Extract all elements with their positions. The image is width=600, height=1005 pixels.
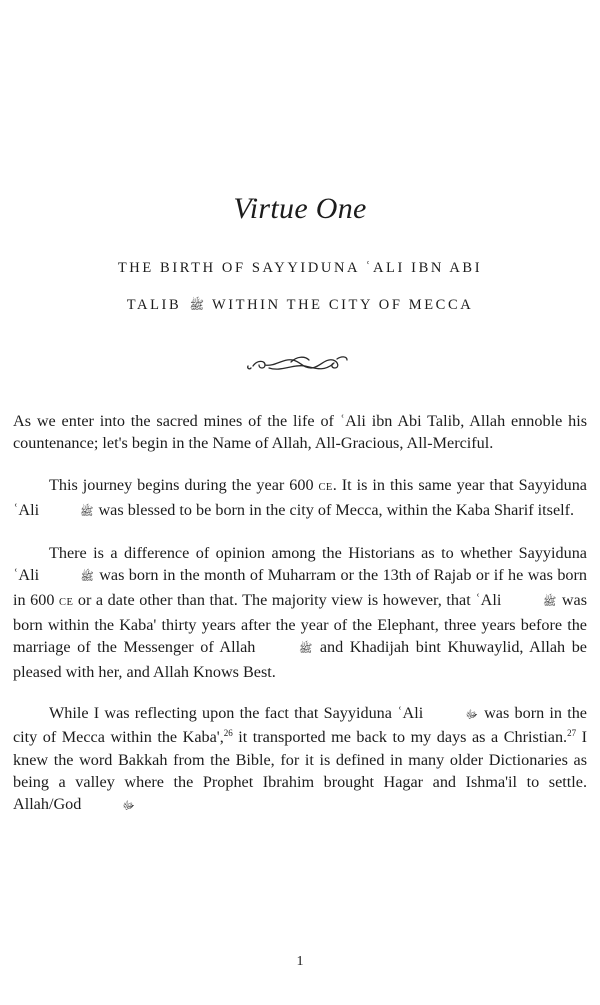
p2-text-c: was blessed to be born in the city of Mecca, within the Kaba Sharif itself. bbox=[94, 500, 575, 519]
honorific-icon: ﷻ bbox=[465, 708, 478, 721]
honorific-icon: ﷺ bbox=[189, 298, 204, 312]
p3-text-d: was born within the Kaba' thirty years after the year of the Elephant, three years before the marriage of the Messenger of Allah bbox=[13, 590, 588, 657]
chapter-subtitle-line2 bbox=[40, 297, 560, 315]
subtitle-text-b: WITHIN THE CITY OF MECCA bbox=[211, 297, 474, 313]
honorific-icon: ﷺ bbox=[542, 595, 557, 608]
honorific-icon: ﷻ bbox=[122, 800, 135, 813]
p4-text-d: I knew the word Bakkah from the Bible, for it is defined in many older Dictionaries as being a valley where the Prophet Ibrahim brought Hagar and Ishma'il to settle. Allah/God bbox=[13, 728, 588, 814]
p4-text-b: was born in the city of Mecca within the Kaba', bbox=[13, 703, 587, 747]
chapter-title: Virtue One bbox=[233, 192, 367, 225]
paragraph-3 bbox=[13, 542, 587, 683]
p3-text-b: was born in the month of Muharram or the 13th of Rajab or if he was born in 600 bbox=[13, 566, 588, 609]
honorific-icon: ﷺ bbox=[298, 643, 313, 656]
paragraph-4 bbox=[13, 702, 587, 817]
p4-text-c: it transported me back to my days as a Christian. bbox=[232, 728, 568, 747]
p3-text-a: There is a difference of opinion among the Historians as to whether Sayyiduna ʿAli bbox=[13, 544, 587, 585]
honorific-icon: ﷺ bbox=[80, 505, 94, 518]
footnote-marker[interactable]: 26 bbox=[223, 728, 233, 739]
p3-text-e: and Khadijah bint Khuwaylid, Allah be pleased with her, and Allah Knows Best. bbox=[13, 638, 587, 681]
subtitle-text-a: TALIB bbox=[126, 297, 182, 313]
era-abbrev: CE bbox=[59, 596, 74, 608]
p3-text-c: or a date other than that. The majority view is however, that ʿAli bbox=[73, 590, 506, 609]
p2-text-a: This journey begins during the year 600 bbox=[49, 475, 319, 494]
paragraph-2 bbox=[13, 474, 587, 524]
page-number: 1 bbox=[296, 954, 304, 969]
era-abbrev: CE bbox=[318, 481, 333, 493]
scroll-flourish-icon bbox=[245, 350, 355, 376]
p2-text-b: . It is in this same year that Sayyiduna ʿAli bbox=[13, 475, 587, 519]
paragraph-1: As we enter into the sacred mines of the life of ʿAli ibn Abi Talib, Allah ennoble his countenance; let's begin in the Name of Allah, All-Gracious, All-Merciful. bbox=[13, 412, 587, 453]
p4-text-a: While I was reflecting upon the fact that Sayyiduna ʿAli bbox=[49, 703, 429, 722]
footnote-marker[interactable]: 27 bbox=[567, 728, 577, 739]
chapter-subtitle-line1: THE BIRTH OF SAYYIDUNA ʿALI IBN ABI bbox=[117, 260, 483, 276]
body-text bbox=[13, 410, 587, 836]
honorific-icon: ﷺ bbox=[80, 571, 94, 584]
